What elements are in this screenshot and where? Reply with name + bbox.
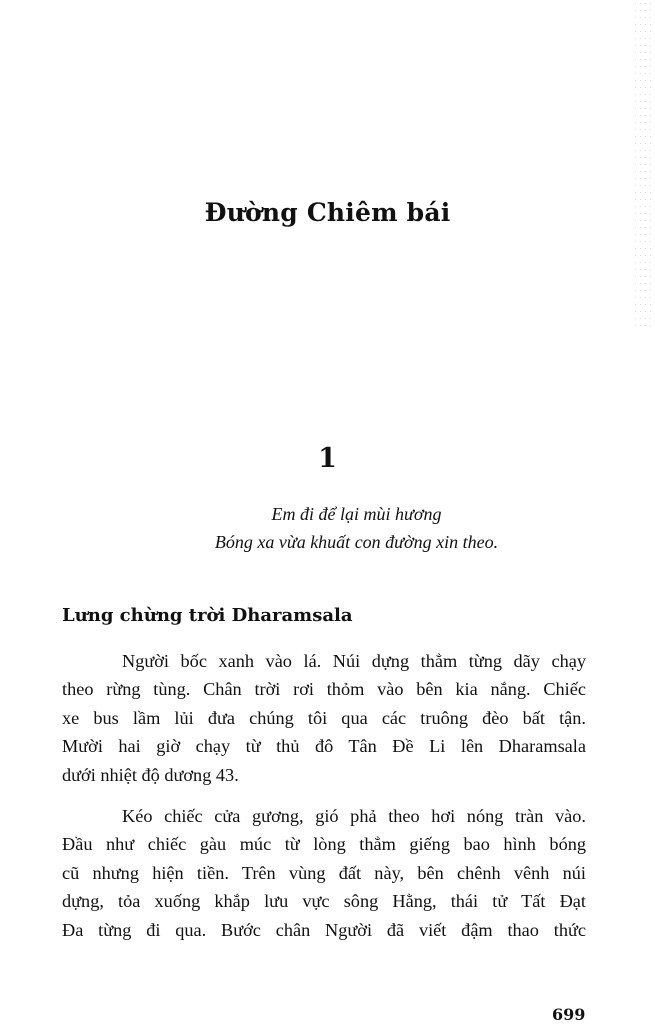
epigraph-line: Bóng xa vừa khuất con đường xin theo. bbox=[214, 532, 499, 552]
text-line: Người bốc xanh vào lá. Núi dựng thẳm từng dãy chạy bbox=[122, 651, 586, 671]
body-text bbox=[62, 647, 586, 957]
text-line: theo rừng tùng. Chân trời rơi thỏm vào bên kia nắng. Chiếc bbox=[62, 679, 586, 700]
section-number: 1 bbox=[318, 443, 337, 474]
section-subheading: Lưng chừng trời Dharamsala bbox=[62, 605, 353, 626]
page-number: 699 bbox=[552, 1005, 586, 1024]
chapter-title: Đường Chiêm bái bbox=[204, 198, 451, 227]
scan-edge-noise bbox=[633, 0, 655, 330]
text-line: Kéo chiếc cửa gương, gió phả theo hơi nóng tràn vào. bbox=[122, 806, 586, 827]
epigraph bbox=[0, 500, 655, 556]
text-line: dưới nhiệt độ dương 43. bbox=[62, 764, 239, 785]
paragraph bbox=[62, 802, 586, 944]
text-line: Đa từng đi qua. Bước chân Người đã viết đậm thao thức bbox=[62, 919, 586, 940]
text-line: Mười hai giờ chạy từ thủ đô Tân Đề Li lên Dharamsala bbox=[62, 736, 586, 757]
text-line: xe bus lầm lủi đưa chúng tôi qua các truông đèo bất tận. bbox=[62, 707, 586, 728]
paragraph bbox=[62, 647, 586, 789]
text-line: cũ nhưng hiện tiền. Trên vùng đất này, bên chênh vênh núi bbox=[62, 862, 586, 883]
text-line: Đầu như chiếc gàu múc từ lòng thẳm giếng bao hình bóng bbox=[62, 834, 586, 855]
text-line: dựng, tỏa xuống khắp lưu vực sông Hằng, thái tử Tất Đạt bbox=[62, 891, 586, 912]
epigraph-line: Em đi để lại mùi hương bbox=[271, 504, 442, 524]
